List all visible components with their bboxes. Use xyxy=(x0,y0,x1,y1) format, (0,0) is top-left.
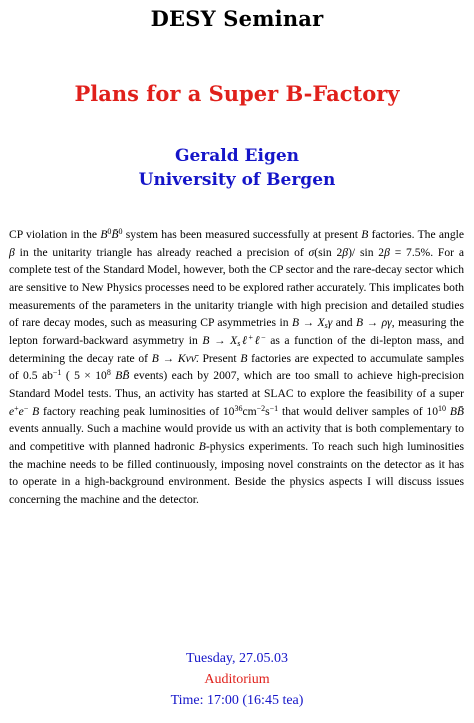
event-details xyxy=(0,648,474,711)
speaker-block xyxy=(0,144,474,192)
event-date: Tuesday, 27.05.03 xyxy=(185,651,289,666)
event-time: Time: 17:00 (16:45 tea) xyxy=(170,693,304,708)
talk-title: Plans for a Super B-Factory xyxy=(74,81,400,106)
speaker-name: Gerald Eigen xyxy=(174,146,300,166)
seminar-series-heading: DESY Seminar xyxy=(150,6,324,31)
abstract-text: CP violation in the $B^0B̄^0$ system has been measured successfully at present B factories. The angle β in the unitarity triangle has already reached a precision of σ(sin 2β)/ sin 2β = 7.5%. For a complete test of the Standard Model, however, both the CP sector and the rare-decay sector which are sensitive to New Physics processes need to be explored rather accurately. This implicates both measurements of the parameters in the unitarity triangle with high precision and detailed studies of rare decay modes, such as measuring CP asymmetries in $B \to X_s\gamma$ and B → ργ, measuring the lepton forward-backward asymmetry in $B \to X_s\ell^+\ell^-$ as a function of the di-lepton mass, and determining the decay rate of B → Kνν̄. Present B factories are expected to accumulate samples of 0.5 $ab^{-1}$ ( $5 \times 10^8$ BB̄ events) each by 2007, which are too small to achieve high-precision Standard Model tests. Thus, an activity has started at SLAC to explore the feasibility of a super e+e− B factory reaching peak luminosities of $10^{36}cm^{-2}s^{-1}$ that would deliver samples of $10^{10}$ BB̄ events annually. Such a machine would provide us with an activity that is both complementary to and competitive with planned hadronic B-physics experiments. To reach such high luminosities the machine needs to be filled continuously, imposing novel constraints on the detector as it has to operate in a high-background environment. Beside the physics aspects I will discuss issues concerning the machine and the detector. xyxy=(9,227,465,506)
event-location: Auditorium xyxy=(204,672,270,687)
speaker-affiliation: University of Bergen xyxy=(138,170,336,190)
